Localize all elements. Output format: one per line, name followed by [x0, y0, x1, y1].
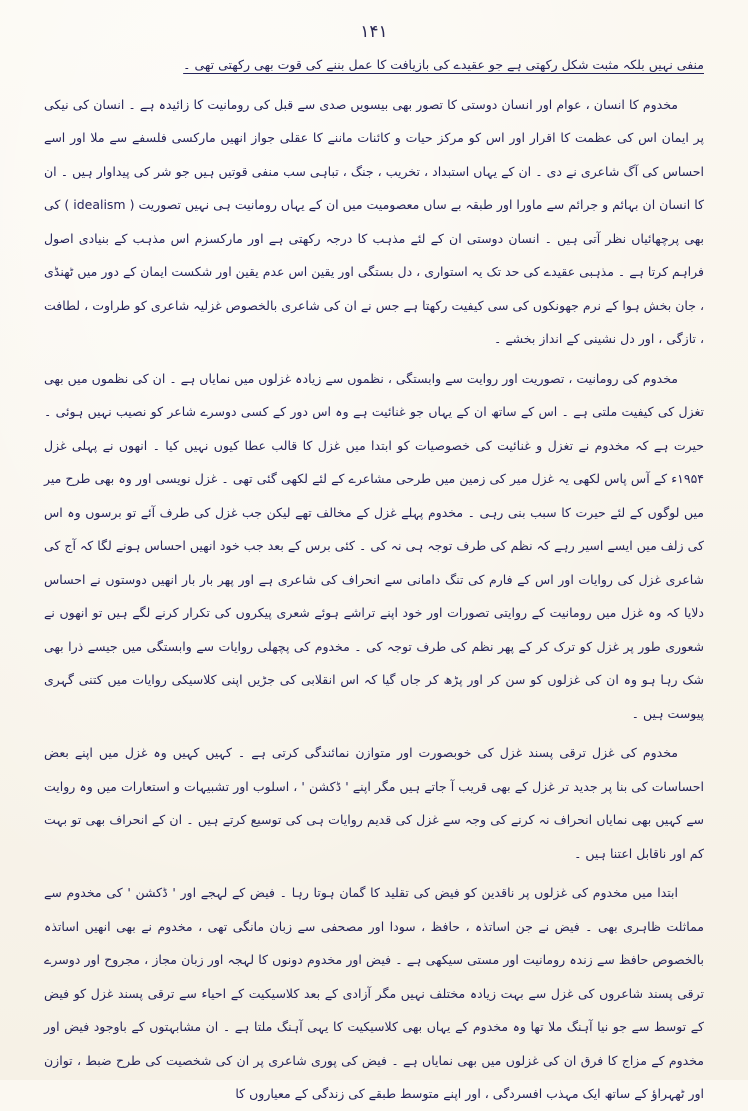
paragraph-5: ابتدا میں مخدوم کی غزلوں پر ناقدین کو فیض کی تقلید کا گمان ہوتا رہا ۔ فیض کے لہجے اور ' ڈکشن ' کی مخدوم سے مماثلت ظاہری بھی ۔ فیض نے جن اساتذہ ، حافظ ، سودا اور مصحفی سے زبان مانگی تھی ، مخدوم نے بھی انھیں اساتذہ بالخصوص حافظ سے زندہ رومانیت اور مستی سیکھی ہے ۔ فیض اور مخدوم دونوں کا لہجہ اور زبان مجاز ، مجروح اور دوسرے ترقی پسند شاعروں کی غزل سے بہت زیادہ مختلف نہیں مگر آزادی کے بعد کلاسیکیت کے احیاء سے ترقی پسند غزل کو فیض کے توسط سے جو نیا آہنگ ملا تھا وہ مخدوم کے یہاں بھی کلاسیکیت کا یہی آہنگ ملتا ہے ۔ ان مشابہتوں کے باوجود فیض اور مخدوم کے مزاج کا فرق ان کی غزلوں میں بھی نمایاں ہے ۔ فیض کی پوری شاعری پر ان کی شخصیت کی طرح ضبط ، توازن اور ٹھہراؤ کے ساتھ ایک مہذب افسردگی ، اور اپنے متوسط طبقے کی زندگی کے معیاروں کا: [44, 885, 704, 1101]
paragraph-3: مخدوم کی رومانیت ، تصوریت اور روایت سے وابستگی ، نظموں سے زیادہ غزلوں میں نمایاں ہے ۔ ان کی نظموں میں بھی تغزل کی کیفیت ملتی ہے ۔ اس کے ساتھ ان کے یہاں جو غنائیت ہے وہ اس دور کے کسی دوسرے شاعر کو نصیب نہیں ہوئی ۔ حیرت ہے کہ مخدوم نے تغزل و غنائیت کی خصوصیات کو ابتدا میں غزل کا قالب عطا کیوں نہیں کیا ۔ انھوں نے پہلی غزل ۱۹۵۴ء کے آس پاس لکھی یہ غزل میر کی زمین میں طرحی مشاعرے کے لئے لکھی گئی تھی ۔ غزل نویسی اور وہ بھی طرح میر میں لوگوں کے لئے حیرت کا سبب بنی رہی ۔ مخدوم پہلے غزل کے مخالف تھے لیکن جب غزل کی طرف آئے تو برسوں وہ اس کی زلف میں ایسے اسیر رہے کہ نظم کی طرف توجہ ہی نہ کی ۔ کئی برس کے بعد جب خود انھیں احساس ہونے لگا کہ آج کی شاعری غزل کی روایات اور اس کے فارم کی تنگ دامانی سے انحراف کی شاعری ہے اور پھر بار بار انھیں دوستوں نے احساس دلایا کہ وہ غزل میں رومانیت کے روایتی تصورات اور خود اپنے تراشے ہوئے شعری پیکروں کی تکرار کرنے لگے ہیں تو انھوں نے شعوری طور پر غزل کو ترک کر کے پھر نظم کی طرف توجہ کی ۔ مخدوم کی پچھلی روایات سے وابستگی میں جیسے ذرا بھی شک رہا ہو وہ ان کی غزلوں کو سن کر اور پڑھ کر جاں گیا کہ اس انقلابی کی جڑیں اپنی کلاسیکی روایات میں کتنی گہری پیوست ہیں ۔: [44, 370, 704, 721]
page-number: ۱۴۱: [360, 22, 388, 42]
paragraph-4: مخدوم کی غزل ترقی پسند غزل کی خوبصورت اور متوازن نمائندگی کرتی ہے ۔ کہیں کہیں وہ غزل میں اپنے بعض احساسات کی بنا پر جدید تر غزل کے بھی قریب آ جاتے ہیں مگر اپنے ' ڈکشن ' ، اسلوب اور تشبیہات و استعارات میں وہ روایت سے کہیں بھی نمایاں انحراف نہ کرنے کی وجہ سے غزل کی قدیم روایات ہی کی توسیع کرتے ہیں ۔ ان کے انحراف بھی تو بہت کم اور ناقابل اعتنا ہیں ۔: [44, 745, 704, 861]
paragraph-2: مخدوم کا انسان ، عوام اور انسان دوستی کا تصور بھی بیسویں صدی سے قبل کی رومانیت کا زائیدہ ہے ۔ انسان کی نیکی پر ایمان اس کی عظمت کا اقرار اور اس کو مرکز حیات و کائنات ماننے کا عقلی جواز انھیں مارکسی فلسفے سے ملا اور اسے احساس کی آگ شاعری نے دی ۔ ان کے یہاں استبداد ، تخریب ، جنگ ، تباہی سب منفی قوتیں ہیں جو شر کی پیداوار ہیں ۔ ان کا انسان ان بہائم و جرائم سے ماورا اور طبقہ بے ساں معصومیت میں ان کے یہاں رومانیت ہی نہیں تصوریت ( idealism ) کی بھی پرچھائیاں نظر آتی ہیں ۔ انسان دوستی ان کے لئے مذہب کا درجہ رکھتی ہے اور مارکسزم اس مذہب کے بنیادی اصول فراہم کرتا ہے ۔ مذہبی عقیدے کی حد تک یہ استواری ، دل بستگی اور یقین اس عدم یقین اور شکست ایمان کے دور میں ٹھنڈی ، جان بخش ہوا کے نرم جھونکوں کی سی کیفیت رکھتا ہے جس نے ان کی شاعری بالخصوص غزلیہ شاعری کو طراوت ، لطافت ، تازگی ، اور دل نشینی کے انداز بخشے ۔: [44, 96, 704, 346]
paragraph-1: منفی نہیں بلکہ مثبت شکل رکھتی ہے جو عقیدے کی بازیافت کا عمل بننے کی قوت بھی رکھتی تھی ۔: [183, 57, 704, 72]
body-text: [44, 48, 704, 1111]
